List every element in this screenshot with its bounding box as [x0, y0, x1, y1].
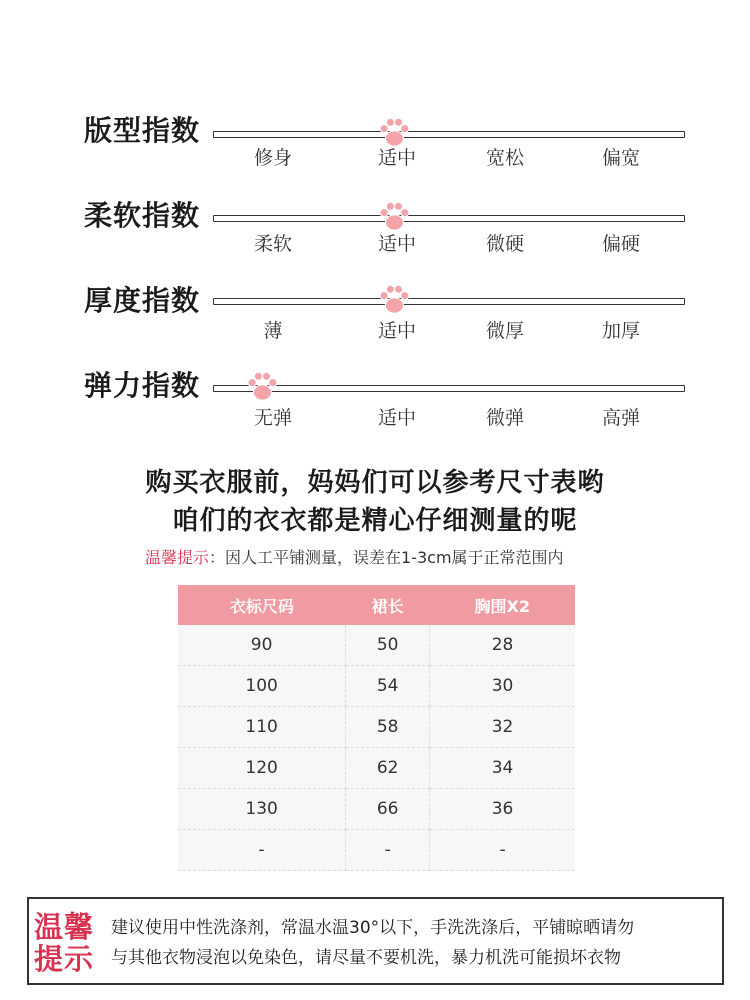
paw-print-icon: [376, 200, 412, 236]
size-cell: 110: [178, 707, 346, 748]
measurement-tip: [145, 545, 564, 568]
headline-line-2: 咱们的衣衣都是精心仔细测量的呢: [172, 506, 578, 536]
index-option: 适中: [377, 320, 416, 342]
paw-print-icon: [376, 283, 412, 319]
index-option: 微厚: [485, 320, 524, 342]
index-option: 高弹: [601, 407, 640, 429]
index-scale-bar: [213, 215, 685, 222]
index-scale-bar: [213, 385, 685, 392]
index-option: 适中: [377, 407, 416, 429]
tip-label: 温馨提示: [145, 548, 210, 567]
length-cell: 66: [346, 789, 430, 830]
size-table: [178, 585, 575, 871]
table-row: [178, 789, 575, 830]
headline-line-1: 购买衣服前，妈妈们可以参考尺寸表哟: [145, 468, 605, 498]
care-line-1: 建议使用中性洗涤剂，常温水温30°以下，手洗洗涤后，平铺晾晒请勿: [111, 918, 635, 938]
length-cell: 54: [346, 666, 430, 707]
care-text: [111, 913, 721, 973]
length-header: 裙长: [346, 585, 430, 625]
index-block: [0, 115, 750, 195]
table-row: [178, 830, 575, 871]
index-option: 加厚: [601, 320, 640, 342]
care-line-2: 与其他衣物浸泡以免染色，请尽量不要机洗，暴力机洗可能损坏衣物: [111, 948, 621, 968]
chest-cell: 34: [430, 748, 575, 789]
index-option: 适中: [377, 147, 416, 169]
chest-cell: 36: [430, 789, 575, 830]
index-block: [0, 200, 750, 280]
index-option: 偏宽: [601, 147, 640, 169]
index-option: 无弹: [253, 407, 292, 429]
index-option: 微硬: [485, 233, 524, 255]
size-cell: -: [178, 830, 346, 871]
chest-header: 胸围X2: [430, 585, 575, 625]
tip-text: ：因人工平铺测量，误差在1-3cm属于正常范围内: [209, 548, 564, 567]
size-cell: 100: [178, 666, 346, 707]
length-cell: 58: [346, 707, 430, 748]
size-table-header-row: [178, 585, 575, 625]
index-block: [0, 285, 750, 365]
length-cell: 62: [346, 748, 430, 789]
chest-cell: 32: [430, 707, 575, 748]
size-cell: 90: [178, 625, 346, 666]
size-header: 衣标尺码: [178, 585, 346, 625]
index-option: 适中: [377, 233, 416, 255]
index-option: 柔软: [253, 233, 292, 255]
index-title: 厚度指数: [84, 284, 201, 317]
index-option: 修身: [253, 147, 292, 169]
index-option: 宽松: [485, 147, 524, 169]
table-row: [178, 666, 575, 707]
length-cell: -: [346, 830, 430, 871]
index-option: 薄: [263, 320, 283, 342]
chest-cell: 28: [430, 625, 575, 666]
paw-print-icon: [244, 370, 280, 406]
chest-cell: 30: [430, 666, 575, 707]
index-option: 微弹: [485, 407, 524, 429]
index-scale-bar: [213, 131, 685, 138]
index-option: 偏硬: [601, 233, 640, 255]
table-row: [178, 707, 575, 748]
index-title: 弹力指数: [84, 369, 201, 402]
index-block: [0, 370, 750, 450]
chest-cell: -: [430, 830, 575, 871]
index-title: 柔软指数: [84, 199, 201, 232]
size-cell: 130: [178, 789, 346, 830]
table-row: [178, 625, 575, 666]
index-scale-bar: [213, 298, 685, 305]
size-cell: 120: [178, 748, 346, 789]
index-title: 版型指数: [84, 114, 201, 147]
length-cell: 50: [346, 625, 430, 666]
table-row: [178, 748, 575, 789]
care-badge: 温馨提示: [34, 910, 95, 976]
care-instructions: [27, 897, 724, 985]
paw-print-icon: [376, 116, 412, 152]
